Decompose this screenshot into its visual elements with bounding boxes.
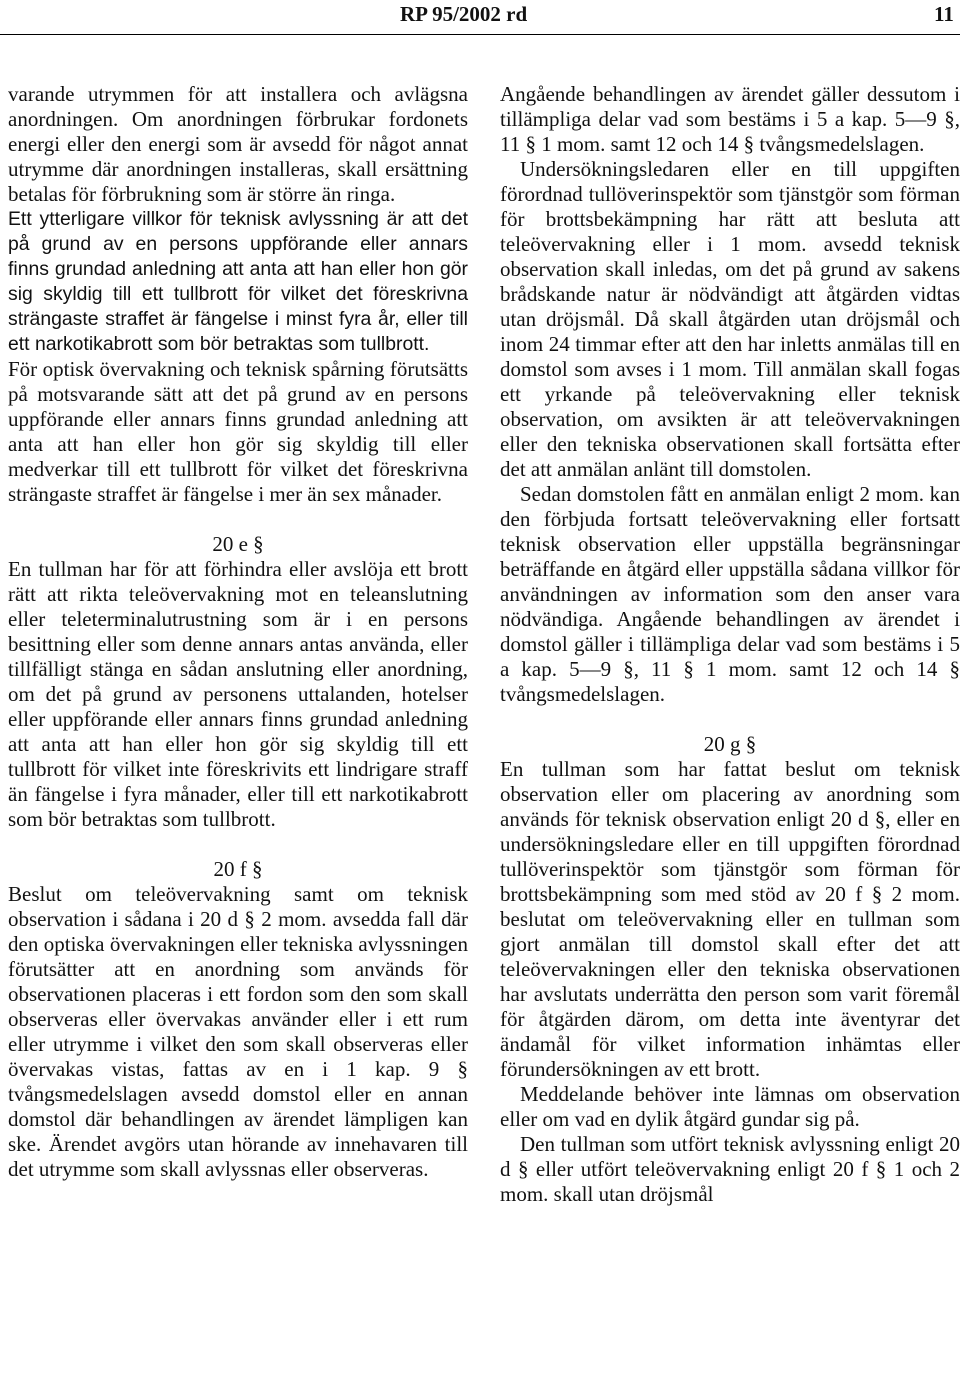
section-heading-20f: 20 f §: [213, 857, 263, 881]
section-heading-20g: 20 g §: [703, 732, 757, 756]
document-id: RP 95/2002 rd: [400, 2, 528, 26]
paragraph: En tullman som har fattat beslut om teknisk observation eller om placering av anordning som används för teknisk observation enligt 20 d §, eller en undersökningsledare eller en till uppgiften förordnad tullöverinspektör som tjänstgör som förman för brottsbekämpning som med stöd av 20 f § 2 mom. beslutat om teleövervakning eller en tullman som gjort anmälan till domstol skall efter det att teleövervakningen eller den tekniska observationen har avslutats underrätta den person som varit föremål för åtgärden därom, om detta inte äventyrar det ändamål för vilket information inhämtas eller förundersökningen av ett brott.: [500, 757, 960, 1081]
left-column: [8, 82, 468, 1182]
paragraph-sans: Ett ytterligare villkor för teknisk avlyssning är att det på grund av en persons uppförande eller annars finns grundad anledning att anta att han eller hon gör sig skyldig till ett tullbrott för vilket det föreskrivna strängaste straffet är fängelse i minst fyra år, eller till ett narkotikabrott som bör betraktas som tullbrott.: [8, 208, 468, 355]
paragraph: Undersökningsledaren eller en till uppgiften förordnad tullöverinspektör som tjänstgör som förman för brottsbekämpning har rätt att besluta att teleövervakning eller i 1 mom. avsedd teknisk observation skall inledas, om det på grund av sakens brådskande natur är nödvändigt att åtgärden vidtas utan dröjsmål. Då skall åtgärden utan dröjsmål och inom 24 timmar efter att den har inletts anmälas till en domstol som avses i 1 mom. Till anmälan skall fogas ett yrkande på teleövervakning eller teknisk observation, om avsikten är att teleövervakningen eller den tekniska observationen skall fortsätta efter det att anmälan anlänt till domstolen.: [500, 157, 960, 481]
section-gap: [8, 507, 468, 532]
paragraph: Meddelande behöver inte lämnas om observation eller om vad en dylik åtgärd gundar sig på.: [500, 1082, 960, 1131]
paragraph: Beslut om teleövervakning samt om teknisk observation i sådana i 20 d § 2 mom. avsedda fall där den optiska övervakningen eller tekniska avlyssningen förutsätter att en anordning som används för observationen placeras i ett fordon som den som skall observeras eller övervakas använder eller i ett rum eller utrymme i vilket den som skall observeras eller övervakas vistas, fattas av en i 1 kap. 9 § tvångsmedelslagen avsedd domstol eller en annan domstol där behandlingen av ärendet lämpligen kan ske. Ärendet avgörs utan hörande av innehavaren till det utrymme som skall avlyssnas eller observeras.: [8, 882, 468, 1181]
paragraph: Den tullman som utfört teknisk avlyssning enligt 20 d § eller utfört teleövervakning enligt 20 f § 1 och 2 mom. skall utan dröjsmål: [500, 1132, 960, 1206]
section-gap: [8, 832, 468, 857]
right-column: [500, 82, 960, 1207]
page-header: [0, 0, 960, 40]
paragraph: En tullman har för att förhindra eller avslöja ett brott rätt att rikta teleövervakning mot en teleanslutning eller teleterminalutrustning som är i en persons besittning eller som denne annars antas använda, eller tillfälligt stänga en sådan anslutning eller anordning, om det på grund av personens uttalanden, hotelser eller uppförande eller annars finns grundad anledning att anta att han eller hon gör sig skyldig till ett tullbrott för vilket inte föreskrivits ett lindrigare straff än fängelse i fyra månader, eller till ett narkotikabrott som bör betraktas som tullbrott.: [8, 557, 468, 831]
header-rule: [0, 34, 960, 35]
paragraph: Angående behandlingen av ärendet gäller dessutom i tillämpliga delar vad som bestäms i 5 a kap. 5—9 §, 11 § 1 mom. samt 12 och 14 § tvångsmedelslagen.: [500, 82, 960, 156]
section-gap: [500, 707, 960, 732]
paragraph: Sedan domstolen fått en anmälan enligt 2 mom. kan den förbjuda fortsatt teleövervakning eller fortsatt teknisk observation eller uppställa begränsningar beträffande en åtgärd eller uppställa sådana villkor för användningen av information som den anser vara nödvändiga. Angående behandlingen av ärendet i domstol gäller i tillämpliga delar vad som bestäms i 5 a kap. 5—9 §, 11 § 1 mom. samt 12 och 14 § tvångsmedelslagen.: [500, 482, 960, 706]
section-heading-20e: 20 e §: [212, 532, 264, 556]
paragraph: varande utrymmen för att installera och avlägsna anordningen. Om anordningen förbrukar fordonets energi eller den energi som är avsedd för något annat utrymme där anordningen installeras, skall ersättning betalas för förbrukning som är större än ringa.: [8, 82, 468, 206]
paragraph: För optisk övervakning och teknisk spårning förutsätts på motsvarande sätt att det på grund av en persons uppförande eller annars finns grundad anledning att anta att han eller hon gör sig skyldig till eller medverkar till ett tullbrott för vilket det föreskrivna strängaste straffet är fängelse i mer än sex månader.: [8, 357, 468, 506]
page-number: 11: [934, 2, 954, 26]
